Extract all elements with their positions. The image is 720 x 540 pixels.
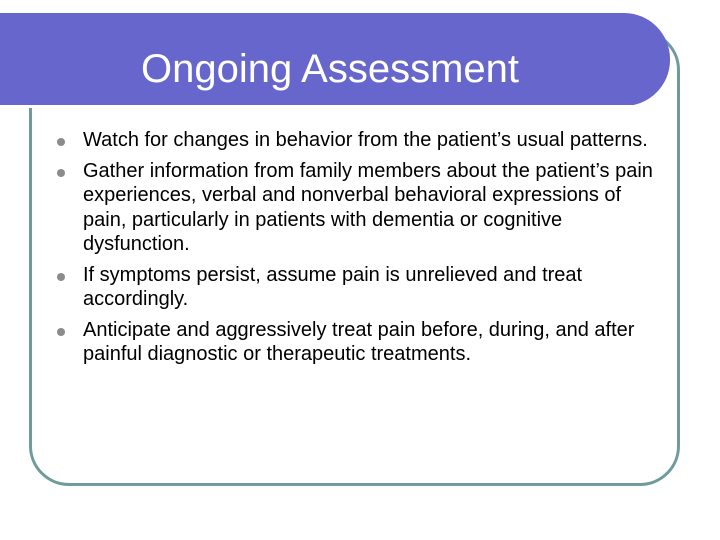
bullet-item xyxy=(57,159,667,257)
bullet-dot-icon xyxy=(57,273,65,281)
bullet-item xyxy=(57,318,667,367)
title-band xyxy=(0,13,670,106)
bullet-text: Gather information from family members about the patient’s pain experiences, verbal and nonverbal behavioral expressions of pain, particularly in patients with dementia or cognitive dysfunction. xyxy=(83,159,653,255)
bullet-dot-icon xyxy=(57,138,65,146)
bullet-text: Watch for changes in behavior from the patient’s usual patterns. xyxy=(83,129,648,151)
slide-title: Ongoing Assessment xyxy=(141,47,519,91)
bullet-text: Anticipate and aggressively treat pain before, during, and after painful diagnostic or therapeutic treatments. xyxy=(83,318,635,365)
bullet-list xyxy=(57,128,667,373)
bullet-dot-icon xyxy=(57,169,65,177)
title-underline xyxy=(0,105,637,108)
bullet-item xyxy=(57,263,667,312)
bullet-dot-icon xyxy=(57,328,65,336)
bullet-item xyxy=(57,128,667,153)
bullet-text: If symptoms persist, assume pain is unrelieved and treat accordingly. xyxy=(83,263,583,310)
